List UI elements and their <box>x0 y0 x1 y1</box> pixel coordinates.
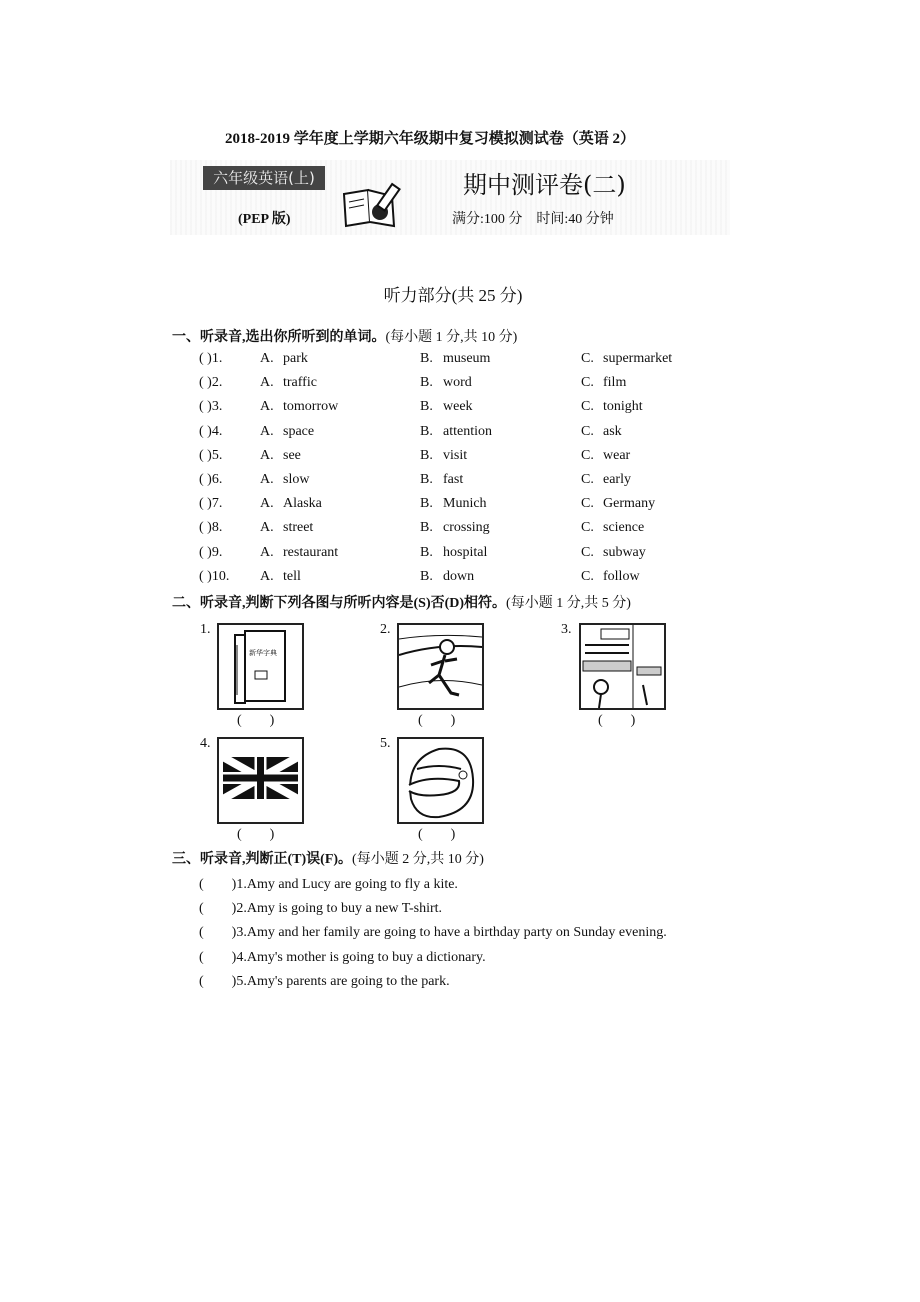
document-title: 2018-2019 学年度上学期六年级期中复习模拟测试卷（英语 2） <box>225 131 635 147</box>
question-row <box>199 448 739 470</box>
option-a: see <box>283 447 301 463</box>
section2-note: (每小题 1 分,共 5 分) <box>506 596 631 611</box>
option-b: hospital <box>443 544 488 560</box>
option-b-label: B. <box>420 544 433 560</box>
statement-row <box>199 873 458 893</box>
option-c: ask <box>603 423 622 439</box>
option-a-label: A. <box>260 568 274 584</box>
answer-blank[interactable]: ( ) <box>237 827 275 842</box>
option-c-label: C. <box>581 544 594 560</box>
option-b: crossing <box>443 520 490 536</box>
option-b-label: B. <box>420 351 433 366</box>
section3-heading-text: 三、听录音,判断正(T)误(F)。 <box>172 852 353 867</box>
option-b: word <box>443 375 472 391</box>
option-c: science <box>603 520 645 536</box>
option-a: space <box>283 423 315 439</box>
section1-note: (每小题 1 分,共 10 分) <box>385 330 518 345</box>
option-b-label: B. <box>420 423 433 439</box>
picture-number: 3. <box>561 622 572 637</box>
option-b-label: B. <box>420 447 433 463</box>
score-time: 满分:100 分 时间:40 分钟 <box>452 212 614 227</box>
picture-number: 5. <box>380 736 391 751</box>
option-b: fast <box>443 472 464 487</box>
option-c: tonight <box>603 399 643 415</box>
running-boy-icon <box>397 623 484 710</box>
picture-number: 1. <box>200 622 211 637</box>
option-c: follow <box>603 568 640 584</box>
option-c-label: C. <box>581 375 594 391</box>
answer-blank[interactable]: ( ) <box>598 713 636 728</box>
svg-text:新华字典: 新华字典 <box>249 649 277 657</box>
section1-heading-text: 一、听录音,选出你所听到的单词。 <box>172 330 386 345</box>
option-c: wear <box>603 447 631 463</box>
question-number[interactable]: ( )10. <box>199 568 230 584</box>
option-b-label: B. <box>420 496 433 512</box>
question-row <box>199 424 739 446</box>
option-a: Alaska <box>283 496 322 512</box>
statement-text: Amy's mother is going to buy a dictionary. <box>246 949 486 965</box>
option-a: street <box>283 520 314 536</box>
option-c-label: C. <box>581 447 594 463</box>
statement-number[interactable]: ( )2. <box>199 901 247 917</box>
option-b-label: B. <box>420 472 433 487</box>
option-b: visit <box>443 447 468 463</box>
option-c-label: C. <box>581 496 594 512</box>
option-b-label: B. <box>420 375 433 391</box>
option-a-label: A. <box>260 399 274 415</box>
option-b: week <box>443 399 473 415</box>
option-b-label: B. <box>420 520 433 536</box>
statement-text: Amy's parents are going to the park. <box>246 973 450 989</box>
statement-number[interactable]: ( )5. <box>199 973 247 989</box>
option-b: attention <box>443 423 492 439</box>
answer-blank[interactable]: ( ) <box>418 713 456 728</box>
option-a-label: A. <box>260 351 274 366</box>
question-row <box>199 569 739 591</box>
statement-text: Amy is going to buy a new T-shirt. <box>246 901 443 917</box>
section2-heading <box>172 592 631 612</box>
question-number[interactable]: ( )7. <box>199 496 223 512</box>
question-number[interactable]: ( )4. <box>199 423 223 439</box>
picture-number: 2. <box>380 622 391 637</box>
question-number[interactable]: ( )5. <box>199 447 223 463</box>
picture-number: 4. <box>200 736 211 751</box>
question-number[interactable]: ( )9. <box>199 544 223 560</box>
option-c: Germany <box>603 496 656 512</box>
statement-row <box>199 921 667 941</box>
option-a-label: A. <box>260 520 274 536</box>
edition-label: (PEP 版) <box>238 212 291 227</box>
option-a: restaurant <box>283 544 339 560</box>
option-b: museum <box>443 351 491 366</box>
option-c-label: C. <box>581 472 594 487</box>
question-row <box>199 520 739 542</box>
question-number[interactable]: ( )1. <box>199 351 223 366</box>
dictionary-book-icon <box>217 623 304 710</box>
option-a: slow <box>283 472 310 487</box>
statement-row <box>199 897 442 917</box>
option-a-label: A. <box>260 423 274 439</box>
question-number[interactable]: ( )3. <box>199 399 223 415</box>
statement-text: Amy and her family are going to have a birthday party on Sunday evening. <box>246 925 667 941</box>
question-number[interactable]: ( )6. <box>199 472 223 487</box>
option-b-label: B. <box>420 568 433 584</box>
option-b: down <box>443 568 475 584</box>
question-number[interactable]: ( )8. <box>199 520 223 536</box>
statement-row <box>199 946 486 966</box>
option-c-label: C. <box>581 351 594 366</box>
option-c-label: C. <box>581 568 594 584</box>
option-c: subway <box>603 544 646 560</box>
option-a-label: A. <box>260 447 274 463</box>
option-c: supermarket <box>603 351 673 366</box>
option-a: tomorrow <box>283 399 339 415</box>
section1-heading <box>172 326 517 346</box>
statement-text: Amy and Lucy are going to fly a kite. <box>246 877 458 892</box>
option-a-label: A. <box>260 472 274 487</box>
option-a-label: A. <box>260 544 274 560</box>
uk-flag-icon <box>217 737 304 824</box>
grade-badge: 六年级英语(上) <box>203 166 325 190</box>
question-row <box>199 375 739 397</box>
option-c: early <box>603 472 631 487</box>
section2-heading-text: 二、听录音,判断下列各图与所听内容是(S)否(D)相符。 <box>172 596 507 611</box>
option-c-label: C. <box>581 423 594 439</box>
statement-row <box>199 970 450 990</box>
question-row <box>199 472 739 494</box>
section3-note: (每小题 2 分,共 10 分) <box>352 852 484 867</box>
option-b-label: B. <box>420 399 433 415</box>
option-c-label: C. <box>581 399 594 415</box>
street-shops-icon <box>579 623 666 710</box>
option-c: film <box>603 375 627 391</box>
question-number[interactable]: ( )2. <box>199 375 223 391</box>
answer-blank[interactable]: ( ) <box>418 827 456 842</box>
statement-number[interactable]: ( )1. <box>199 877 247 892</box>
option-a: tell <box>283 568 301 584</box>
option-a: park <box>283 351 308 366</box>
question-row <box>199 351 739 373</box>
option-a: traffic <box>283 375 317 391</box>
section3-heading <box>172 848 484 868</box>
part-title: 听力部分(共 25 分) <box>383 286 523 305</box>
question-row <box>199 399 739 421</box>
option-c-label: C. <box>581 520 594 536</box>
option-b: Munich <box>443 496 487 512</box>
option-a-label: A. <box>260 375 274 391</box>
answer-blank[interactable]: ( ) <box>237 713 275 728</box>
question-row <box>199 545 739 567</box>
option-a-label: A. <box>260 496 274 512</box>
question-row <box>199 496 739 518</box>
exam-title: 期中测评卷(二) <box>463 171 626 199</box>
helmet-icon <box>397 737 484 824</box>
statement-number[interactable]: ( )4. <box>199 949 247 965</box>
book-pen-icon <box>340 180 405 230</box>
statement-number[interactable]: ( )3. <box>199 925 247 941</box>
